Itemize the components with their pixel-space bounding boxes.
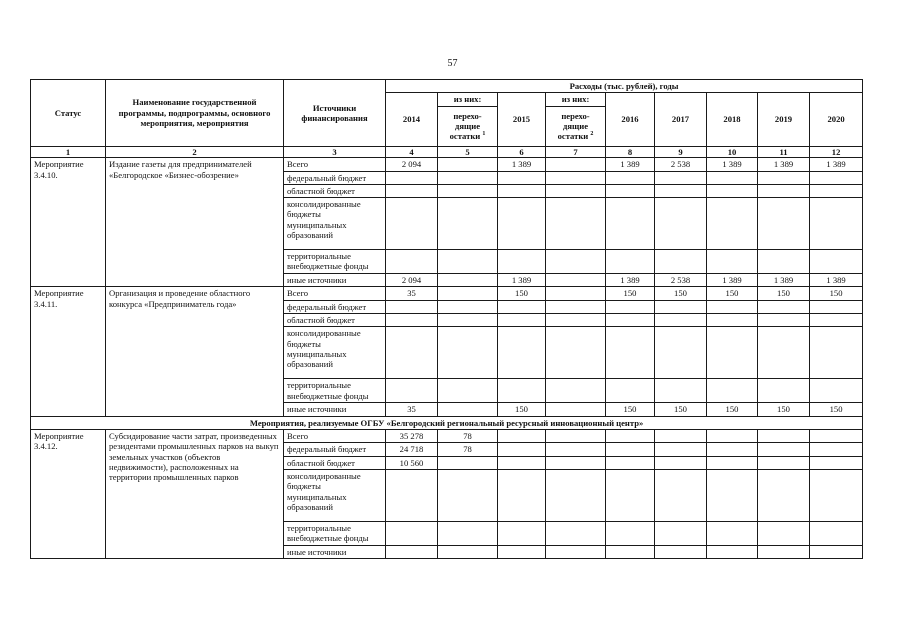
amount-cell xyxy=(606,545,655,558)
amount-cell xyxy=(386,521,438,545)
amount-cell xyxy=(546,430,606,443)
amount-cell xyxy=(758,430,810,443)
activity-status: Мероприятие 3.4.10. xyxy=(31,158,106,287)
amount-cell: 1 389 xyxy=(498,274,546,287)
amount-cell xyxy=(438,274,498,287)
amount-cell xyxy=(707,521,758,545)
header-of-which: из них: xyxy=(438,93,498,106)
table-row xyxy=(31,158,863,171)
header-year: 2020 xyxy=(810,93,863,146)
amount-cell xyxy=(707,430,758,443)
amount-cell xyxy=(498,184,546,197)
amount-cell xyxy=(758,171,810,184)
amount-cell xyxy=(655,456,707,469)
amount-cell xyxy=(606,314,655,327)
funding-source: федеральный бюджет xyxy=(284,300,386,313)
amount-cell xyxy=(498,545,546,558)
amount-cell: 10 560 xyxy=(386,456,438,469)
amount-cell xyxy=(546,287,606,300)
amount-cell: 78 xyxy=(438,443,498,456)
amount-cell: 2 094 xyxy=(386,158,438,171)
column-number: 11 xyxy=(758,146,810,158)
amount-cell xyxy=(606,327,655,379)
column-number: 5 xyxy=(438,146,498,158)
amount-cell xyxy=(606,171,655,184)
header-year: 2014 xyxy=(386,93,438,146)
amount-cell: 1 389 xyxy=(498,158,546,171)
funding-source: консолидированные бюджеты муниципальных образований xyxy=(284,327,386,379)
amount-cell xyxy=(546,198,606,250)
amount-cell: 150 xyxy=(655,403,707,416)
amount-cell xyxy=(758,250,810,274)
table-body xyxy=(31,158,863,559)
footnote-mark: 2 xyxy=(590,131,594,138)
header-year: 2016 xyxy=(606,93,655,146)
amount-cell: 150 xyxy=(707,403,758,416)
activity-status: Мероприятие 3.4.11. xyxy=(31,287,106,416)
amount-cell xyxy=(386,545,438,558)
amount-cell xyxy=(655,250,707,274)
amount-cell xyxy=(386,469,438,521)
amount-cell xyxy=(758,545,810,558)
amount-cell xyxy=(546,379,606,403)
table-header xyxy=(31,80,863,158)
column-number: 3 xyxy=(284,146,386,158)
amount-cell xyxy=(758,300,810,313)
amount-cell xyxy=(758,198,810,250)
amount-cell: 150 xyxy=(707,287,758,300)
amount-cell xyxy=(707,314,758,327)
amount-cell: 35 xyxy=(386,403,438,416)
amount-cell xyxy=(655,443,707,456)
amount-cell xyxy=(810,250,863,274)
amount-cell xyxy=(438,300,498,313)
amount-cell xyxy=(546,184,606,197)
amount-cell xyxy=(810,171,863,184)
amount-cell xyxy=(498,430,546,443)
funding-source: территориальные внебюджетные фонды xyxy=(284,379,386,403)
amount-cell: 1 389 xyxy=(606,274,655,287)
amount-cell xyxy=(438,456,498,469)
amount-cell xyxy=(606,198,655,250)
amount-cell: 2 538 xyxy=(655,274,707,287)
amount-cell xyxy=(810,314,863,327)
amount-cell xyxy=(810,521,863,545)
amount-cell xyxy=(386,300,438,313)
funding-source: федеральный бюджет xyxy=(284,171,386,184)
amount-cell xyxy=(810,327,863,379)
amount-cell xyxy=(498,198,546,250)
amount-cell xyxy=(758,314,810,327)
funding-source: иные источники xyxy=(284,545,386,558)
amount-cell xyxy=(438,469,498,521)
amount-cell xyxy=(707,250,758,274)
amount-cell xyxy=(546,443,606,456)
amount-cell xyxy=(438,198,498,250)
amount-cell: 24 718 xyxy=(386,443,438,456)
funding-source: областной бюджет xyxy=(284,314,386,327)
amount-cell xyxy=(498,379,546,403)
header-name: Наименование государственной программы, подпрограммы, основного мероприятия, мероприятия xyxy=(106,80,284,147)
amount-cell xyxy=(655,379,707,403)
amount-cell: 1 389 xyxy=(707,158,758,171)
amount-cell xyxy=(606,379,655,403)
amount-cell xyxy=(498,443,546,456)
amount-cell xyxy=(655,327,707,379)
header-expenses: Расходы (тыс. рублей), годы xyxy=(386,80,863,93)
amount-cell xyxy=(606,430,655,443)
amount-cell: 1 389 xyxy=(758,274,810,287)
header-year: 2017 xyxy=(655,93,707,146)
amount-cell xyxy=(707,379,758,403)
section-title: Мероприятия, реализуемые ОГБУ «Белгородский региональный ресурсный инновационный центр» xyxy=(31,416,863,429)
amount-cell xyxy=(606,443,655,456)
header-year: 2015 xyxy=(498,93,546,146)
funding-source: территориальные внебюджетные фонды xyxy=(284,521,386,545)
amount-cell xyxy=(707,171,758,184)
funding-source: Всего xyxy=(284,430,386,443)
amount-cell xyxy=(758,469,810,521)
amount-cell xyxy=(546,456,606,469)
amount-cell xyxy=(498,300,546,313)
amount-cell xyxy=(498,469,546,521)
amount-cell xyxy=(707,327,758,379)
amount-cell xyxy=(606,469,655,521)
amount-cell xyxy=(438,327,498,379)
amount-cell xyxy=(810,184,863,197)
amount-cell xyxy=(498,314,546,327)
header-carryover: перехо-дящие остатки $^2$ xyxy=(546,106,606,146)
amount-cell xyxy=(758,443,810,456)
funding-source: территориальные внебюджетные фонды xyxy=(284,250,386,274)
activity-name: Организация и проведение областного конкурса «Предприниматель года» xyxy=(106,287,284,416)
section-header-row xyxy=(31,416,863,429)
amount-cell xyxy=(546,158,606,171)
amount-cell xyxy=(386,379,438,403)
amount-cell: 150 xyxy=(498,287,546,300)
amount-cell xyxy=(655,184,707,197)
amount-cell xyxy=(707,198,758,250)
amount-cell xyxy=(758,379,810,403)
amount-cell xyxy=(606,521,655,545)
amount-cell: 35 xyxy=(386,287,438,300)
funding-source: консолидированные бюджеты муниципальных образований xyxy=(284,469,386,521)
header-of-which: из них: xyxy=(546,93,606,106)
amount-cell xyxy=(655,545,707,558)
amount-cell xyxy=(386,171,438,184)
amount-cell: 1 389 xyxy=(810,274,863,287)
page-number: 57 xyxy=(447,58,458,69)
column-number: 7 xyxy=(546,146,606,158)
amount-cell xyxy=(386,198,438,250)
amount-cell xyxy=(655,198,707,250)
budget-table xyxy=(30,79,863,559)
amount-cell xyxy=(438,158,498,171)
activity-name: Субсидирование части затрат, произведенных резидентами промышленных парков на выкуп земельных участков (объектов недвижимости), расположенных на территории промышленных парков xyxy=(106,430,284,559)
funding-source: федеральный бюджет xyxy=(284,443,386,456)
amount-cell xyxy=(546,521,606,545)
amount-cell xyxy=(655,469,707,521)
amount-cell: 2 538 xyxy=(655,158,707,171)
amount-cell xyxy=(546,327,606,379)
amount-cell xyxy=(810,545,863,558)
amount-cell xyxy=(707,300,758,313)
column-number: 8 xyxy=(606,146,655,158)
activity-status: Мероприятие 3.4.12. xyxy=(31,430,106,559)
amount-cell xyxy=(386,250,438,274)
column-number-row xyxy=(31,146,863,158)
amount-cell xyxy=(438,379,498,403)
amount-cell xyxy=(546,403,606,416)
funding-source: иные источники xyxy=(284,403,386,416)
amount-cell: 150 xyxy=(810,403,863,416)
funding-source: Всего xyxy=(284,287,386,300)
column-number: 4 xyxy=(386,146,438,158)
amount-cell xyxy=(546,250,606,274)
column-number: 6 xyxy=(498,146,546,158)
amount-cell xyxy=(606,250,655,274)
amount-cell xyxy=(758,521,810,545)
amount-cell xyxy=(707,545,758,558)
amount-cell xyxy=(546,274,606,287)
amount-cell xyxy=(546,171,606,184)
amount-cell xyxy=(707,469,758,521)
amount-cell xyxy=(606,184,655,197)
amount-cell xyxy=(546,314,606,327)
amount-cell xyxy=(810,379,863,403)
column-number: 10 xyxy=(707,146,758,158)
amount-cell: 150 xyxy=(606,403,655,416)
column-number: 1 xyxy=(31,146,106,158)
amount-cell xyxy=(758,327,810,379)
amount-cell: 1 389 xyxy=(606,158,655,171)
column-number: 9 xyxy=(655,146,707,158)
amount-cell: 78 xyxy=(438,430,498,443)
amount-cell xyxy=(438,184,498,197)
amount-cell xyxy=(386,184,438,197)
header-sources: Источники финансирования xyxy=(284,80,386,147)
amount-cell xyxy=(810,430,863,443)
header-year: 2018 xyxy=(707,93,758,146)
amount-cell: 150 xyxy=(758,287,810,300)
header-year: 2019 xyxy=(758,93,810,146)
amount-cell xyxy=(546,545,606,558)
amount-cell xyxy=(606,300,655,313)
amount-cell: 35 278 xyxy=(386,430,438,443)
amount-cell xyxy=(546,469,606,521)
column-number: 2 xyxy=(106,146,284,158)
amount-cell: 150 xyxy=(758,403,810,416)
funding-source: консолидированные бюджеты муниципальных образований xyxy=(284,198,386,250)
amount-cell xyxy=(606,456,655,469)
amount-cell xyxy=(498,250,546,274)
amount-cell xyxy=(438,314,498,327)
amount-cell xyxy=(438,287,498,300)
amount-cell xyxy=(438,171,498,184)
amount-cell: 2 094 xyxy=(386,274,438,287)
amount-cell xyxy=(498,171,546,184)
column-number: 12 xyxy=(810,146,863,158)
amount-cell: 150 xyxy=(655,287,707,300)
header-status: Статус xyxy=(31,80,106,147)
amount-cell xyxy=(498,456,546,469)
amount-cell xyxy=(810,443,863,456)
funding-source: иные источники xyxy=(284,274,386,287)
amount-cell xyxy=(707,443,758,456)
amount-cell: 1 389 xyxy=(810,158,863,171)
funding-source: Всего xyxy=(284,158,386,171)
amount-cell xyxy=(758,184,810,197)
amount-cell xyxy=(655,300,707,313)
amount-cell xyxy=(386,314,438,327)
amount-cell xyxy=(498,521,546,545)
amount-cell xyxy=(438,521,498,545)
amount-cell xyxy=(810,456,863,469)
amount-cell xyxy=(386,327,438,379)
amount-cell: 150 xyxy=(810,287,863,300)
amount-cell xyxy=(438,545,498,558)
amount-cell: 1 389 xyxy=(707,274,758,287)
amount-cell xyxy=(810,300,863,313)
amount-cell xyxy=(758,456,810,469)
amount-cell xyxy=(655,521,707,545)
table-row xyxy=(31,430,863,443)
amount-cell xyxy=(707,184,758,197)
activity-name: Издание газеты для предпринимателей «Белгородское «Бизнес-обозрение» xyxy=(106,158,284,287)
amount-cell xyxy=(810,469,863,521)
amount-cell xyxy=(498,327,546,379)
footnote-mark: 1 xyxy=(482,131,486,138)
funding-source: областной бюджет xyxy=(284,184,386,197)
amount-cell xyxy=(546,300,606,313)
table-row xyxy=(31,287,863,300)
amount-cell xyxy=(655,314,707,327)
header-carryover: перехо-дящие остатки $^1$ xyxy=(438,106,498,146)
amount-cell xyxy=(655,430,707,443)
amount-cell: 150 xyxy=(606,287,655,300)
amount-cell xyxy=(810,198,863,250)
amount-cell: 1 389 xyxy=(758,158,810,171)
funding-source: областной бюджет xyxy=(284,456,386,469)
amount-cell: 150 xyxy=(498,403,546,416)
amount-cell xyxy=(655,171,707,184)
amount-cell xyxy=(438,250,498,274)
amount-cell xyxy=(438,403,498,416)
amount-cell xyxy=(707,456,758,469)
